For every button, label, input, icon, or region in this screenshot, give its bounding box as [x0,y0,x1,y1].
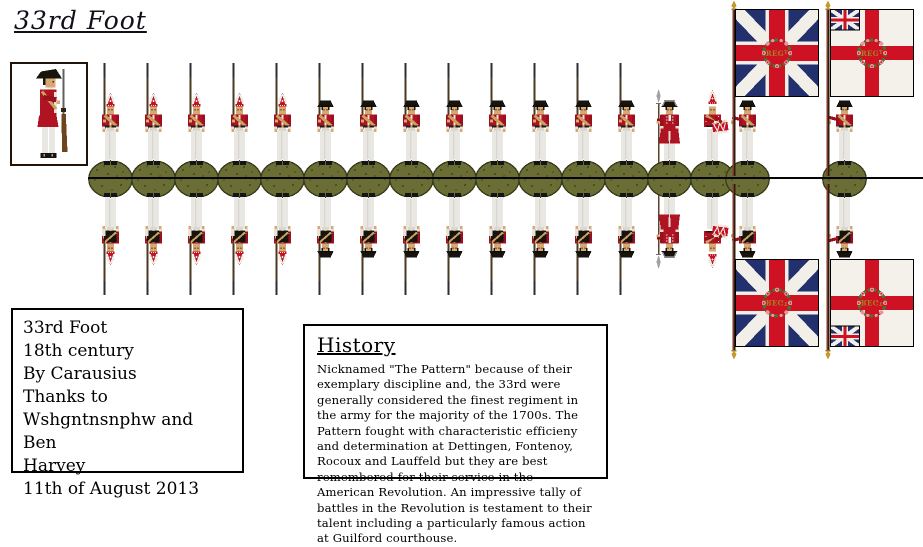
unit-musketeer [303,63,348,295]
credits-box [11,308,244,499]
credit-line: 18th century [23,341,134,361]
soldier-sprite-grenadier [217,63,262,295]
credit-line: Harvey [23,456,86,476]
fold-line [88,177,923,179]
unit-musketeer [432,63,477,295]
unit-musketeer [346,63,391,295]
kings-colour-flag [735,9,819,97]
unit-grenadier [217,63,262,295]
regimental-colour-flag [830,9,914,97]
unit-musketeer [475,63,520,295]
credit-line: 33rd Foot [23,318,108,338]
soldier-sprite-musketeer [389,63,434,295]
soldier-sprite-grenadier [260,63,305,295]
credit-line: By Carausius [23,364,137,384]
unit-grenadier [88,63,133,295]
soldier-sprite-musketeer [475,63,520,295]
credit-line: 11th of August 2013 [23,479,200,499]
soldier-sprite-musketeer [346,63,391,295]
unit-officer [647,63,692,295]
history-box [303,324,608,546]
soldier-sprite-musketeer [432,63,477,295]
soldier-sprite-grenadier [131,63,176,295]
unit-musketeer [389,63,434,295]
unit-musketeer [604,63,649,295]
history-heading: History [317,333,396,357]
unit-grenadier [174,63,219,295]
credit-line: Wshgntnsnphw and Ben [23,410,194,453]
soldier-sprite-grenadier [174,63,219,295]
unit-musketeer [561,63,606,295]
regimental-colour-flag-mirrored [830,259,914,347]
soldier-sprite-musketeer [518,63,563,295]
soldier-sprite-grenadier [88,63,133,295]
credit-line: Thanks to [23,387,108,407]
unit-musketeer [518,63,563,295]
soldier-sprite-officer [647,63,692,295]
kings-colour-flag-mirrored [735,259,819,347]
soldier-sprite-musketeer [561,63,606,295]
soldier-sprite-musketeer [604,63,649,295]
soldier-sprite-musketeer [303,63,348,295]
history-text: Nicknamed "The Pattern" because of their exemplary discipline and, the 33rd were generally considered the finest regiment in the army for the majority of the 1700s. The Pattern fought with characteristic efficieny and determination at Dettingen, Fontenoy, Rocoux and Lauffeld but they are best remembered for their service in the American Revolution. An impressive tally of battles in the Revolution is testament to their talent including a particularly famous action at Guilford courthouse. [317,362,592,546]
sheet-title: 33rd Foot [14,6,147,35]
unit-grenadier [260,63,305,295]
unit-grenadier [131,63,176,295]
